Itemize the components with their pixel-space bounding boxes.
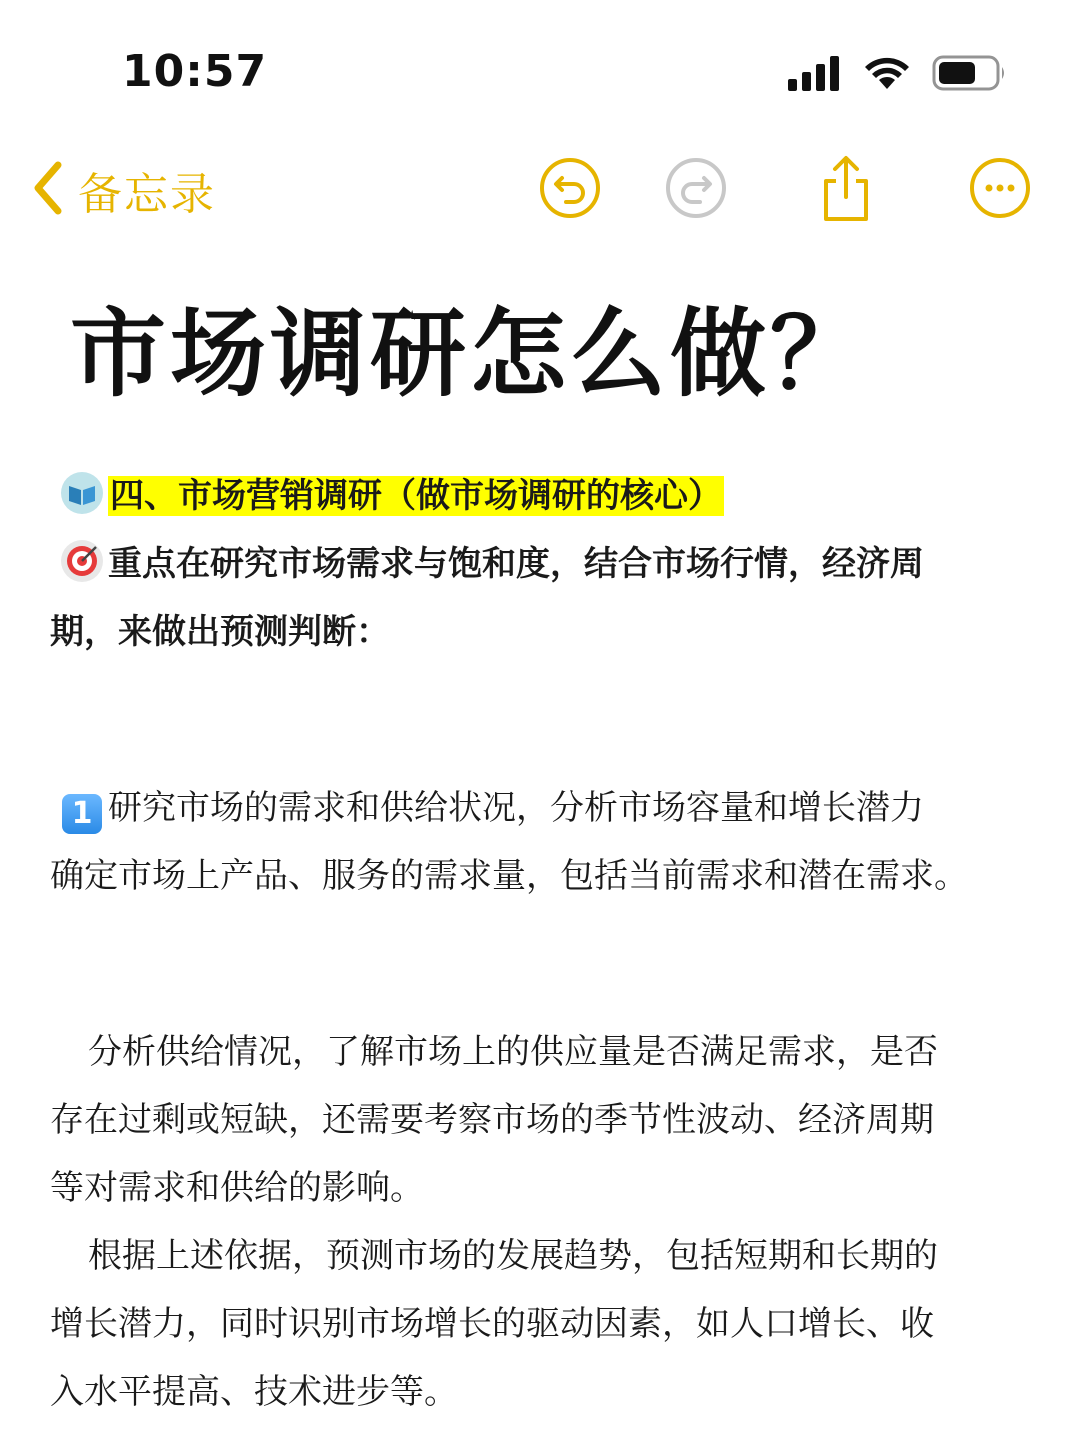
item1-line-2: 确定市场上产品、服务的需求量，包括当前需求和潜在需求。 <box>50 856 968 896</box>
share-icon <box>814 153 878 227</box>
nav-bar <box>0 150 1080 234</box>
chevron-left-icon <box>30 159 64 221</box>
keycap-one-icon: 1 <box>62 794 102 834</box>
para3-line-3: 入水平提高、技术进步等。 <box>50 1372 458 1412</box>
para2-line-2: 存在过剩或短缺，还需要考察市场的季节性波动、经济周期 <box>50 1100 934 1140</box>
redo-button[interactable] <box>664 158 728 222</box>
more-button[interactable] <box>968 158 1032 222</box>
undo-icon <box>538 156 602 224</box>
blank-line <box>50 666 1060 734</box>
intro-text-1: 重点在研究市场需求与饱和度，结合市场行情，经济周 <box>108 544 924 584</box>
blank-line <box>50 734 1060 774</box>
more-icon <box>968 156 1032 224</box>
para3-line-2: 增长潜力，同时识别市场增长的驱动因素，如人口增长、收 <box>50 1304 934 1344</box>
status-icons <box>788 54 1008 96</box>
redo-icon <box>664 156 728 224</box>
undo-button[interactable] <box>538 158 602 222</box>
wifi-icon <box>864 55 910 95</box>
section-heading-line <box>50 462 1060 530</box>
item1-line-1 <box>50 774 1060 842</box>
para2-line-1: 分析供给情况，了解市场上的供应量是否满足需求，是否 <box>88 1032 938 1072</box>
battery-icon <box>932 54 1008 96</box>
blank-line <box>50 910 1060 978</box>
back-label: 备忘录 <box>78 169 216 220</box>
blank-line <box>50 978 1060 1018</box>
status-time: 10:57 <box>122 46 268 97</box>
note-title[interactable]: 市场调研怎么做？ <box>70 298 870 410</box>
book-emoji-icon <box>60 470 104 514</box>
para2-line-3: 等对需求和供给的影响。 <box>50 1168 424 1208</box>
section-heading: 四、市场营销调研（做市场调研的核心） <box>110 476 722 516</box>
status-bar <box>0 40 1080 104</box>
target-emoji-icon <box>60 538 104 582</box>
para3-line-1: 根据上述依据，预测市场的发展趋势，包括短期和长期的 <box>88 1236 938 1276</box>
intro-line-1 <box>50 530 1060 598</box>
cellular-signal-icon <box>788 55 842 95</box>
share-button[interactable] <box>814 158 878 222</box>
back-button[interactable] <box>30 158 216 222</box>
note-body[interactable] <box>50 462 1060 1426</box>
item1-text-1: 研究市场的需求和供给状况，分析市场容量和增长潜力 <box>108 788 924 828</box>
intro-line-2: 期，来做出预测判断： <box>50 612 390 652</box>
